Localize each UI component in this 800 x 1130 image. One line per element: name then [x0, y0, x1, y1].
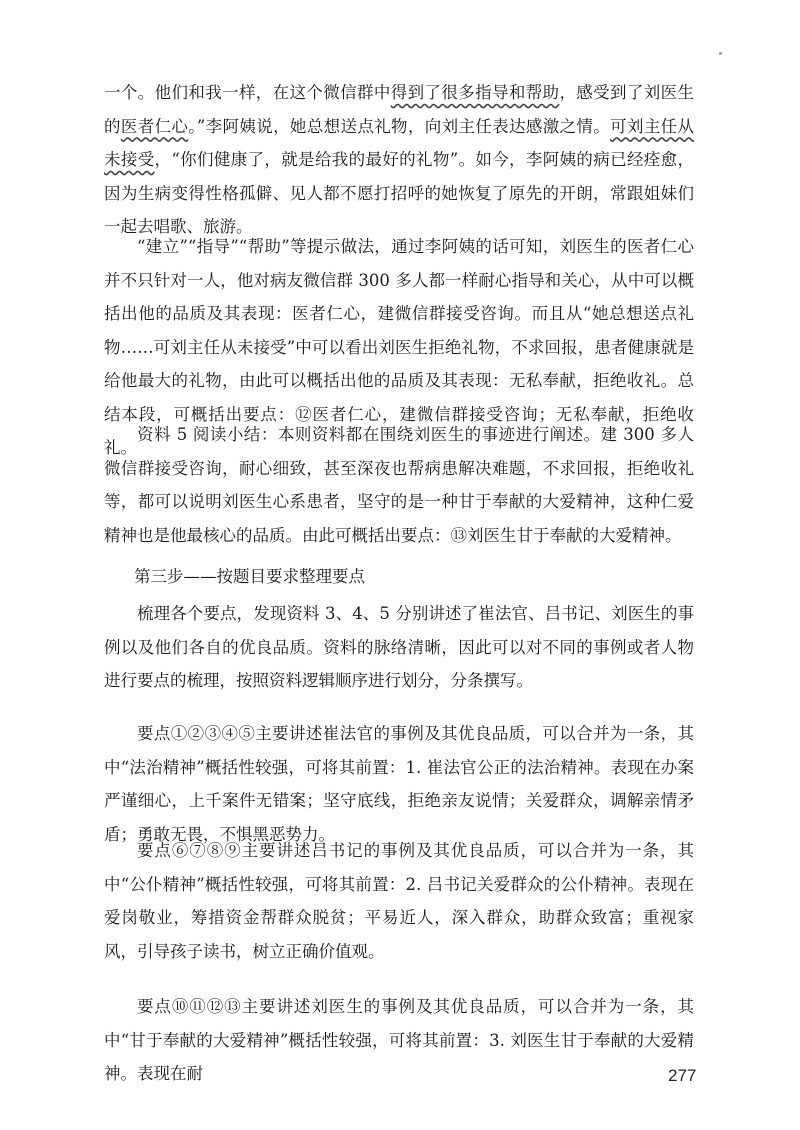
- paragraph-4: 梳理各个要点，发现资料 3、4、5 分别讲述了崔法官、吕书记、刘医生的事例以及他们各自的优良品质。资料的脉络清晰，因此可以对不同的事例或者人物进行要点的梳理，按照资料逻辑顺序进行划分，分条撰写。: [104, 604, 694, 690]
- paragraph-6: 要点⑥⑦⑧⑨主要讲述吕书记的事例及其优良品质，可以合并为一条，其中“公仆精神”概括性较强，可将其前置：2. 吕书记关爱群众的公仆精神。表现在爱岗敬业，筹措资金帮群众脱贫；平易近人，深入群众，助群众致富；重视家风，引导孩子读书，树立正确价值观。: [104, 841, 694, 961]
- wavy-underlined-text: 医者仁心: [120, 116, 189, 136]
- paragraph-3: 资料 5 阅读小结：本则资料都在围绕刘医生的事迹进行阐述。建 300 多人微信群接受咨询，耐心细致，甚至深夜也帮病患解决难题，不求回报，拒绝收礼等，都可以说明刘医生心系患者，坚守的是一种甘于奉献的大爱精神，这种仁爱精神也是他最核心的品质。由此可概括出要点：⑬刘医生甘于奉献的大爱精神。: [104, 425, 694, 545]
- paragraph-text: 。”李阿姨说，她总想送点礼物，向刘主任表达感激之情。: [188, 116, 611, 136]
- paragraph-2: “建立”“指导”“帮助”等提示做法，通过李阿姨的话可知，刘医生的医者仁心并不只针对一人，他对病友微信群 300 多人都一样耐心指导和关心，从中可以概括出他的品质及其表现：医者仁心，建微信群接受咨询。而且从“她总想送点礼物……可刘主任从未接受”中可以看出刘医生拒绝礼物，不求回报，患者健康就是给他最大的礼物，由此可以概括出他的品质及其表现：无私奉献，拒绝收礼。总结本段，可概括出要点：⑫医者仁心，建微信群接受咨询；无私奉献，拒绝收礼。: [104, 237, 694, 457]
- section-heading: 第三步——按题目要求整理要点: [134, 567, 365, 586]
- wavy-underlined-text: 可刘主任从未接受: [104, 116, 695, 169]
- paragraph-text: ，“你们健康了，就是给我的最好的礼物”。如今，李阿姨的病已经痊愈，因为生病变得性格孤僻、见人都不愿打招呼的她恢复了原先的开朗，常跟姐妹们一起去唱歌、旅游。: [104, 150, 695, 236]
- paragraph-text: ，感受到了刘医生的: [104, 83, 695, 136]
- paragraph-1: [104, 76, 694, 244]
- scan-speck: [719, 52, 722, 55]
- wavy-underlined-text: 得到了很多指导和帮助: [390, 83, 560, 102]
- paragraph-text: 一个。他们和我一样，在这个微信群中: [104, 83, 391, 102]
- paragraph-5: 要点①②③④⑤主要讲述崔法官的事例及其优良品质，可以合并为一条，其中“法治精神”概括性较强，可将其前置：1. 崔法官公正的法治精神。表现在办案严谨细心，上千案件无错案；坚守底线，拒绝亲友说情；关爱群众，调解亲情矛盾；勇敢无畏，不惧黑恶势力。: [104, 724, 694, 844]
- paragraph-7: 要点⑩⑪⑫⑬主要讲述刘医生的事例及其优良品质，可以合并为一条，其中“甘于奉献的大爱精神”概括性较强，可将其前置：3. 刘医生甘于奉献的大爱精神。表现在耐: [104, 997, 694, 1083]
- page-number: 277: [668, 1066, 697, 1085]
